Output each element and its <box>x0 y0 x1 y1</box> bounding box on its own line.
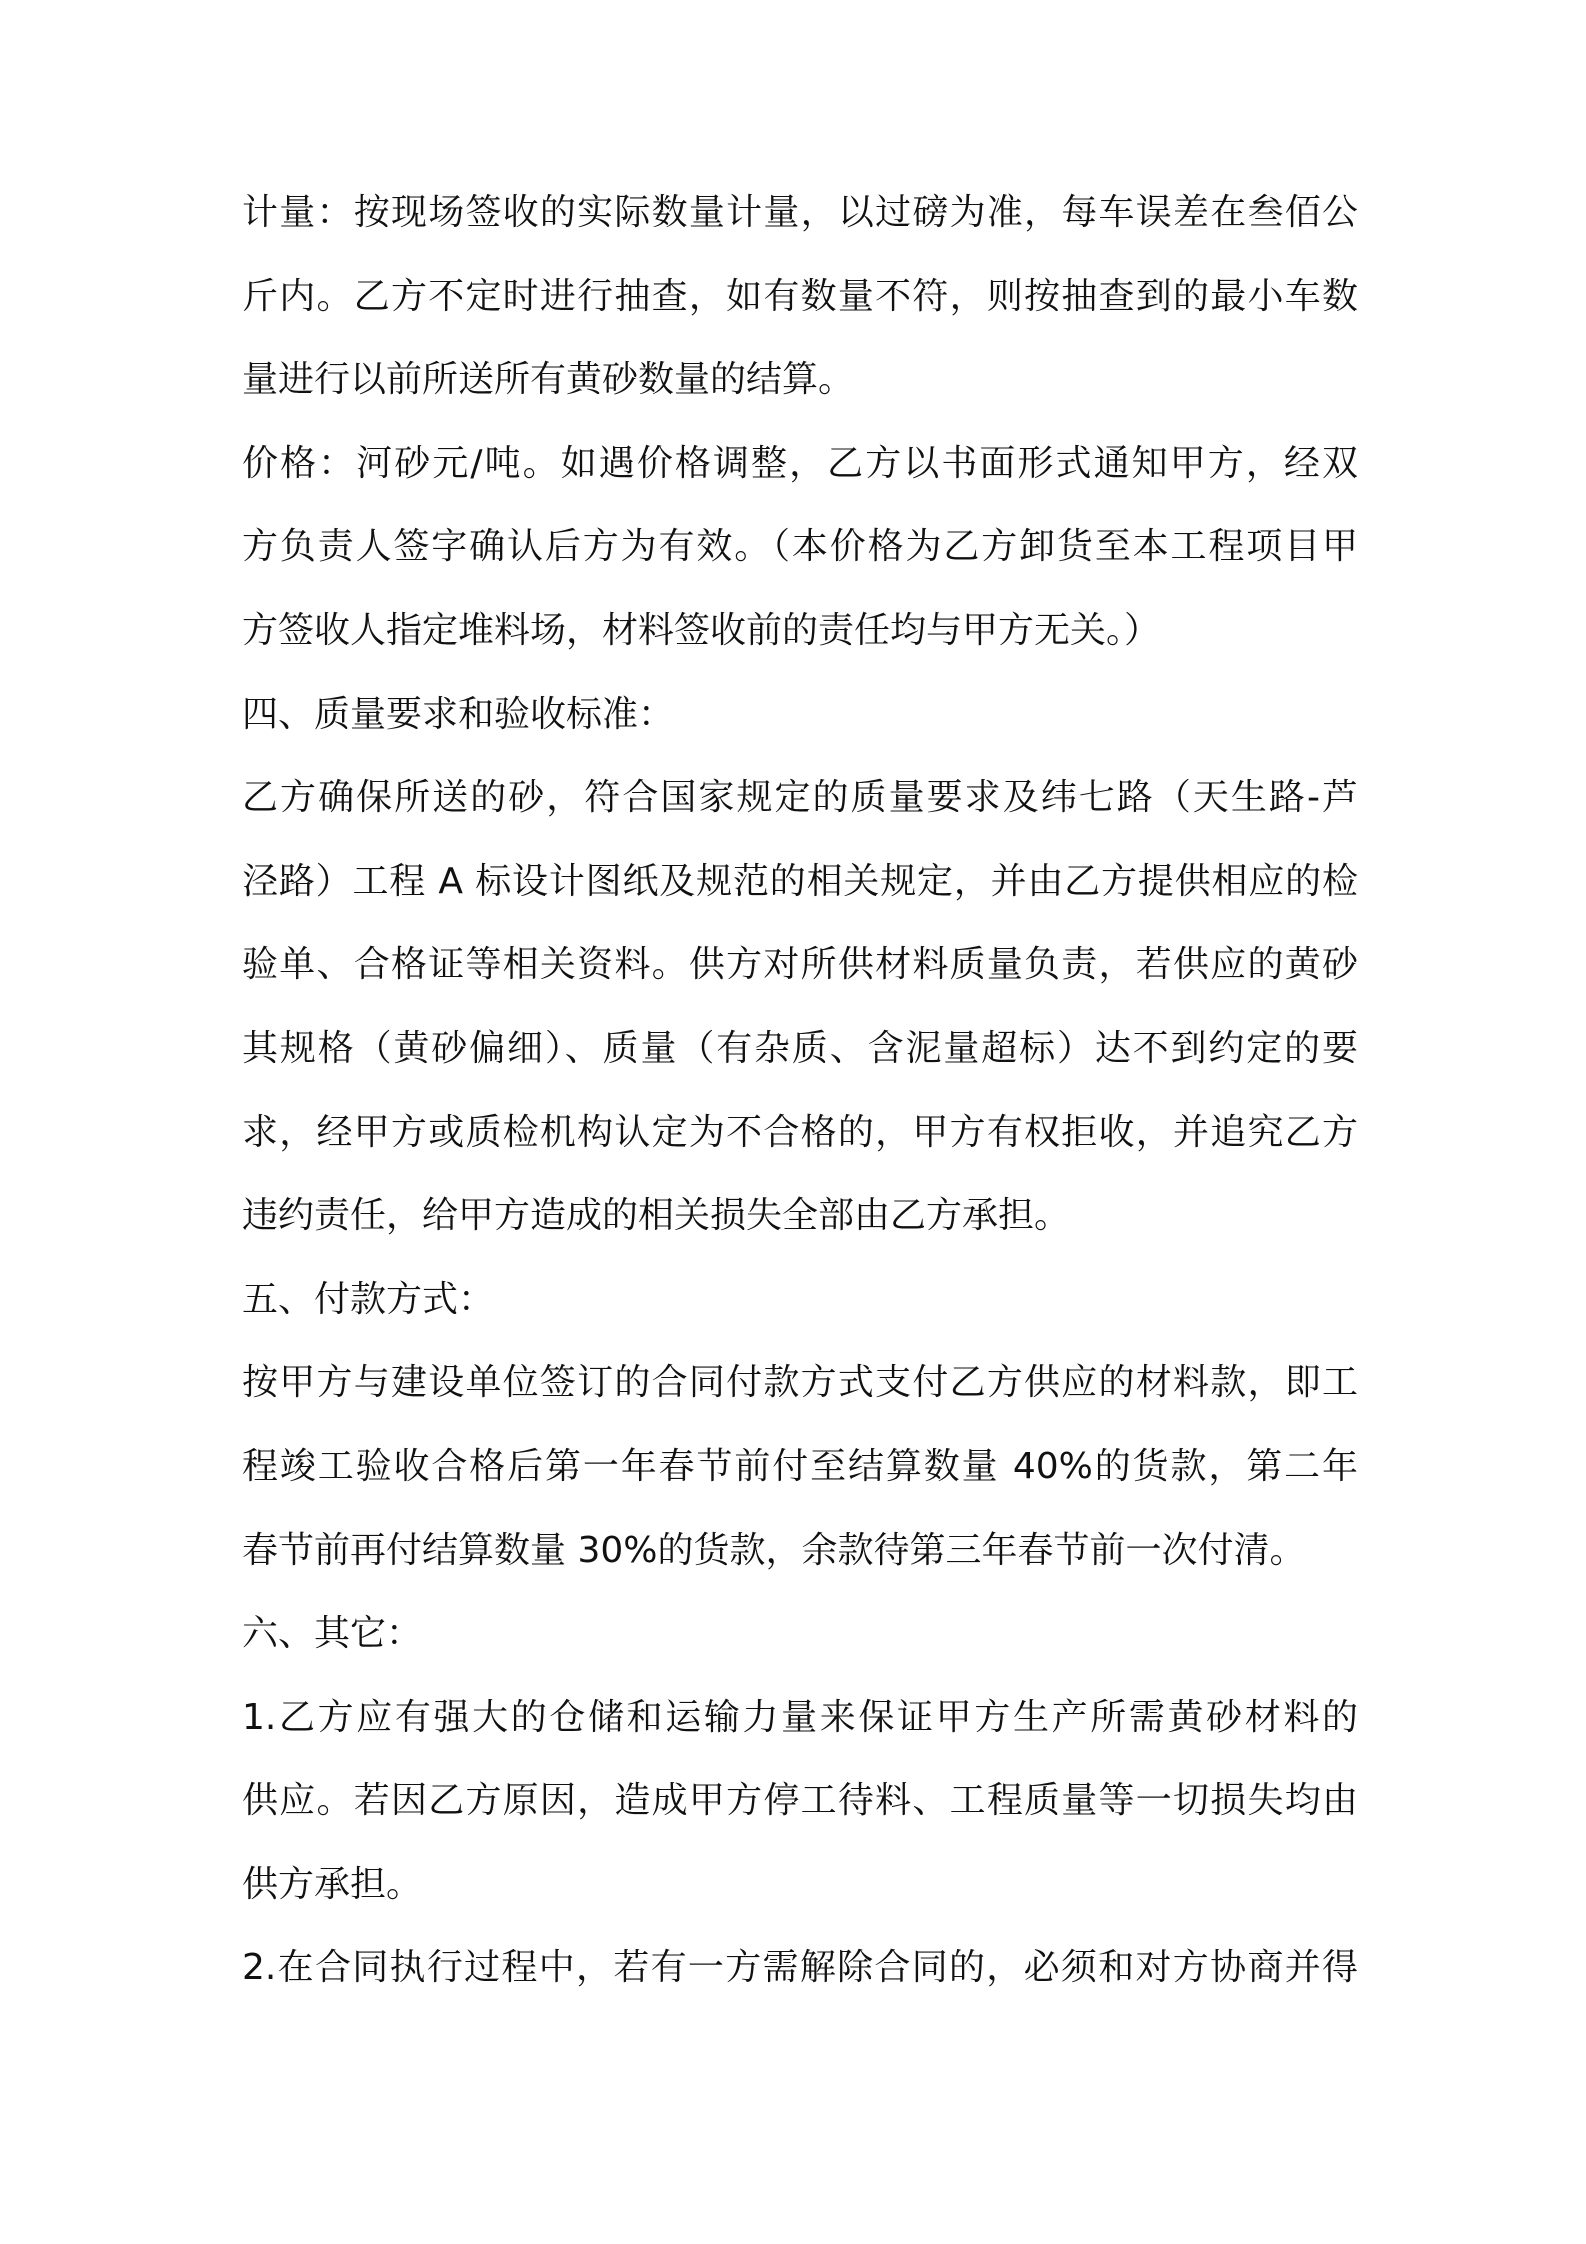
text-line: 按甲方与建设单位签订的合同付款方式支付乙方供应的材料款，即工 <box>242 1362 1358 1404</box>
text-line: 2.在合同执行过程中，若有一方需解除合同的，必须和对方协商并得 <box>242 1947 1358 1989</box>
text-line: 求，经甲方或质检机构认定为不合格的，甲方有权拒收，并追究乙方 <box>242 1111 1358 1153</box>
text-line: 斤内。乙方不定时进行抽查，如有数量不符，则按抽查到的最小车数 <box>242 275 1358 317</box>
text-line: 乙方确保所送的砂，符合国家规定的质量要求及纬七路（天生路-芦 <box>242 777 1358 819</box>
heading-line: 五、付款方式： <box>242 1278 495 1320</box>
text-line: 泾路）工程 A 标设计图纸及规范的相关规定，并由乙方提供相应的检 <box>242 860 1358 902</box>
text-line: 春节前再付结算数量 30%的货款，余款待第三年春节前一次付清。 <box>242 1529 1306 1571</box>
text-line: 验单、合格证等相关资料。供方对所供材料质量负责，若供应的黄砂 <box>242 944 1358 986</box>
text-line: 供方承担。 <box>242 1863 423 1905</box>
text-line: 计量：按现场签收的实际数量计量，以过磅为准，每车误差在叁佰公 <box>242 192 1358 233</box>
clause-other-item-1 <box>242 1676 1358 1927</box>
heading-line: 六、其它： <box>242 1613 423 1655</box>
document-body <box>242 171 1358 2010</box>
clause-price <box>242 422 1358 673</box>
text-line: 供应。若因乙方原因，造成甲方停工待料、工程质量等一切损失均由 <box>242 1780 1358 1822</box>
text-line: 违约责任，给甲方造成的相关损失全部由乙方承担。 <box>242 1195 1071 1237</box>
text-line: 1.乙方应有强大的仓储和运输力量来保证甲方生产所需黄砂材料的 <box>242 1696 1358 1738</box>
text-line: 程竣工验收合格后第一年春节前付至结算数量 40%的货款，第二年 <box>242 1445 1358 1487</box>
clause-other-item-2 <box>242 1926 1358 2010</box>
text-line: 其规格（黄砂偏细）、质量（有杂质、含泥量超标）达不到约定的要 <box>242 1027 1358 1069</box>
text-line: 量进行以前所送所有黄砂数量的结算。 <box>242 359 855 401</box>
heading-line: 四、质量要求和验收标准： <box>242 693 675 735</box>
text-line: 方负责人签字确认后方为有效。（本价格为乙方卸货至本工程项目甲 <box>242 526 1358 568</box>
section-heading-other <box>242 1592 1358 1676</box>
section-heading-quality <box>242 673 1358 757</box>
text-line: 方签收人指定堆料场，材料签收前的责任均与甲方无关。） <box>242 609 1161 651</box>
clause-payment <box>242 1341 1358 1592</box>
clause-quality <box>242 756 1358 1258</box>
text-line: 价格：河砂元/吨。如遇价格调整，乙方以书面形式通知甲方，经双 <box>242 442 1358 484</box>
section-heading-payment <box>242 1258 1358 1342</box>
clause-metering <box>242 171 1358 422</box>
